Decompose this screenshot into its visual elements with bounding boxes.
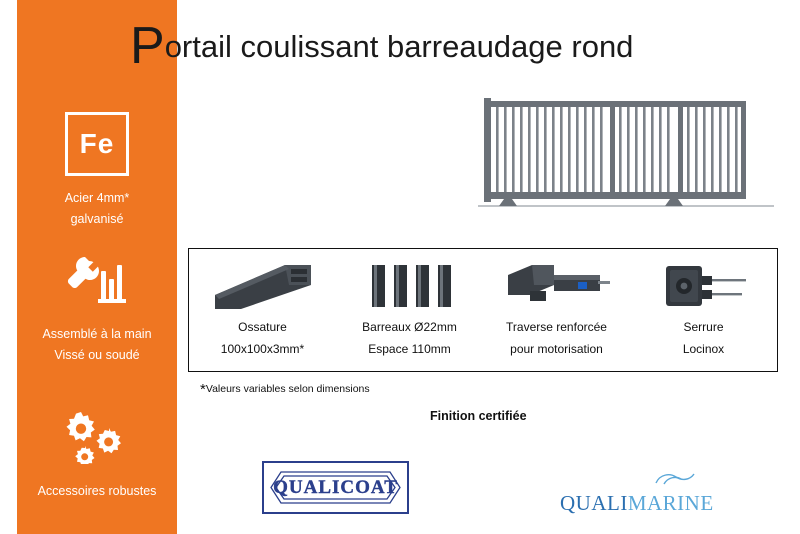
spec-label-1: Barreaux Ø22mm xyxy=(362,320,457,334)
spec-item-traverse xyxy=(483,249,630,371)
lock-icon xyxy=(656,257,752,315)
footnote-text: Valeurs variables selon dimensions xyxy=(205,383,370,395)
sidebar-material-block xyxy=(17,112,177,231)
material-line-2: galvanisé xyxy=(70,212,124,227)
footnote-asterisk: * xyxy=(200,381,206,398)
spec-label-1: Ossature xyxy=(238,320,287,334)
sidebar xyxy=(17,0,177,534)
page-title xyxy=(130,17,634,75)
gears-icon xyxy=(17,412,177,469)
sidebar-accessories-block xyxy=(17,412,177,502)
wrench-tools-icon xyxy=(17,255,177,312)
material-symbol-box xyxy=(65,112,129,176)
finition-label: Finition certifiée xyxy=(430,409,527,423)
material-line-1: Acier 4mm* xyxy=(64,191,130,205)
spec-label-1: Traverse renforcée xyxy=(506,320,607,334)
sliding-gate-illustration xyxy=(478,96,774,221)
qualimarine-part-2: MARINE xyxy=(627,491,714,515)
material-symbol-text: Fe xyxy=(79,128,115,159)
title-initial: P xyxy=(130,17,165,75)
wave-decoration-icon xyxy=(560,470,710,486)
spec-label-2: Espace 110mm xyxy=(368,342,451,356)
qualicoat-logo-text: QUALICOAT xyxy=(273,476,398,498)
spec-label-2: 100x100x3mm* xyxy=(220,342,305,356)
title-rest: ortail coulissant barreaudage rond xyxy=(164,29,634,64)
assembly-line-2: Vissé ou soudé xyxy=(54,348,140,363)
spec-label-1: Serrure xyxy=(683,320,724,334)
spec-label-2: Locinox xyxy=(682,342,725,356)
qualimarine-logo-text xyxy=(560,491,714,516)
qualicoat-logo-inner xyxy=(269,468,402,507)
footnote xyxy=(200,381,370,398)
spec-item-ossature xyxy=(189,249,336,371)
qualimarine-part-1: QUALI xyxy=(560,491,628,515)
round-bars-icon xyxy=(364,257,456,315)
reinforced-crossbar-icon xyxy=(502,257,612,315)
accessories-caption xyxy=(17,481,177,502)
specifications-box xyxy=(188,248,778,372)
frame-profile-icon xyxy=(211,257,315,315)
spec-item-serrure xyxy=(630,249,777,371)
assembly-line-1: Assemblé à la main xyxy=(42,327,152,341)
spec-label-2: pour motorisation xyxy=(510,342,603,356)
qualicoat-logo xyxy=(262,461,409,514)
qualimarine-logo xyxy=(560,470,714,515)
accessories-line-1: Accessoires robustes xyxy=(37,484,157,498)
spec-item-barreaux xyxy=(336,249,483,371)
sidebar-assembly-block xyxy=(17,255,177,367)
material-caption xyxy=(17,188,177,231)
assembly-caption xyxy=(17,324,177,367)
